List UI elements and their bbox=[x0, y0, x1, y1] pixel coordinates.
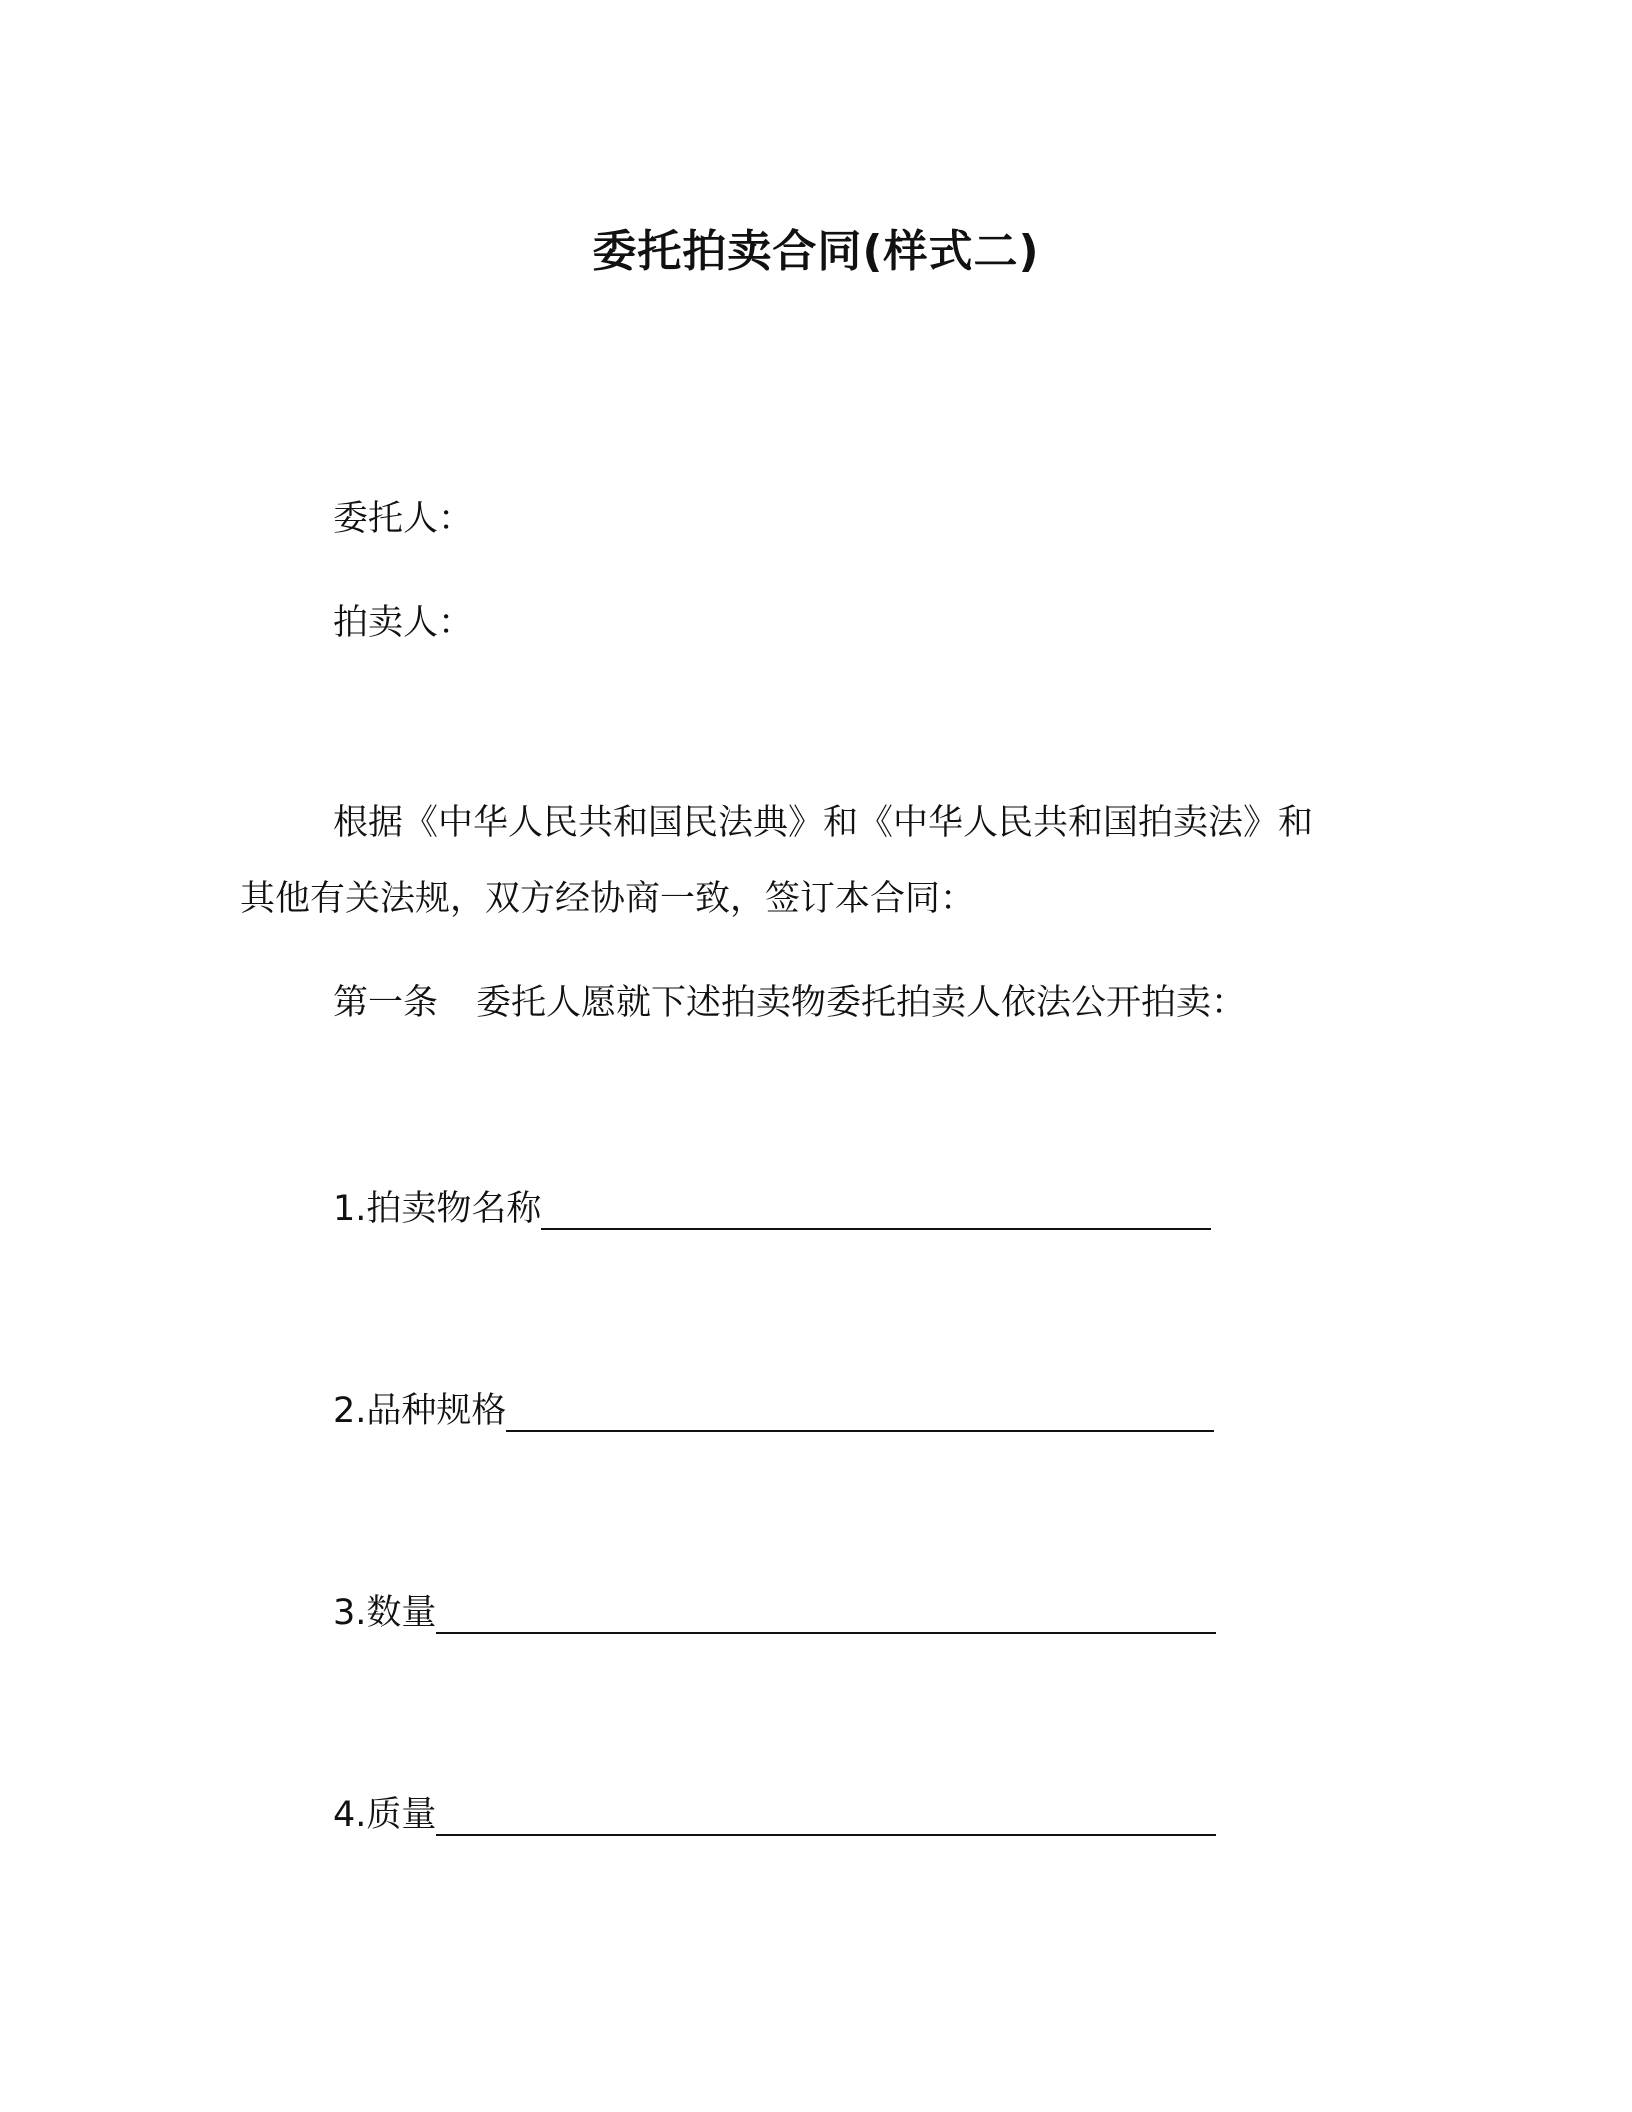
field-label: 3.数量 bbox=[333, 1593, 437, 1633]
document-title: 委托拍卖合同(样式二) bbox=[592, 226, 1040, 277]
auctioneer-label: 拍卖人： bbox=[333, 603, 474, 643]
field-blank-line[interactable] bbox=[436, 1794, 1216, 1836]
entrustor-label: 委托人： bbox=[333, 499, 474, 539]
preamble-line-2: 其他有关法规，双方经协商一致，签订本合同： bbox=[240, 879, 976, 919]
article-1-text: 委托人愿就下述拍卖物委托拍卖人依法公开拍卖： bbox=[476, 983, 1247, 1023]
field-quantity bbox=[333, 1588, 1216, 1638]
field-label: 1.拍卖物名称 bbox=[333, 1189, 542, 1229]
field-quality bbox=[333, 1790, 1216, 1840]
preamble-line-1: 根据《中华人民共和国民法典》和《中华人民共和国拍卖法》和 bbox=[333, 803, 1314, 843]
field-label: 2.品种规格 bbox=[333, 1391, 507, 1431]
field-auction-item-name bbox=[333, 1184, 1211, 1234]
field-blank-line[interactable] bbox=[436, 1592, 1216, 1634]
article-1-number: 第一条 bbox=[333, 983, 439, 1023]
field-variety-spec bbox=[333, 1386, 1214, 1436]
field-blank-line[interactable] bbox=[541, 1188, 1211, 1230]
article-1 bbox=[333, 978, 1246, 1028]
field-label: 4.质量 bbox=[333, 1795, 437, 1835]
field-blank-line[interactable] bbox=[506, 1390, 1214, 1432]
